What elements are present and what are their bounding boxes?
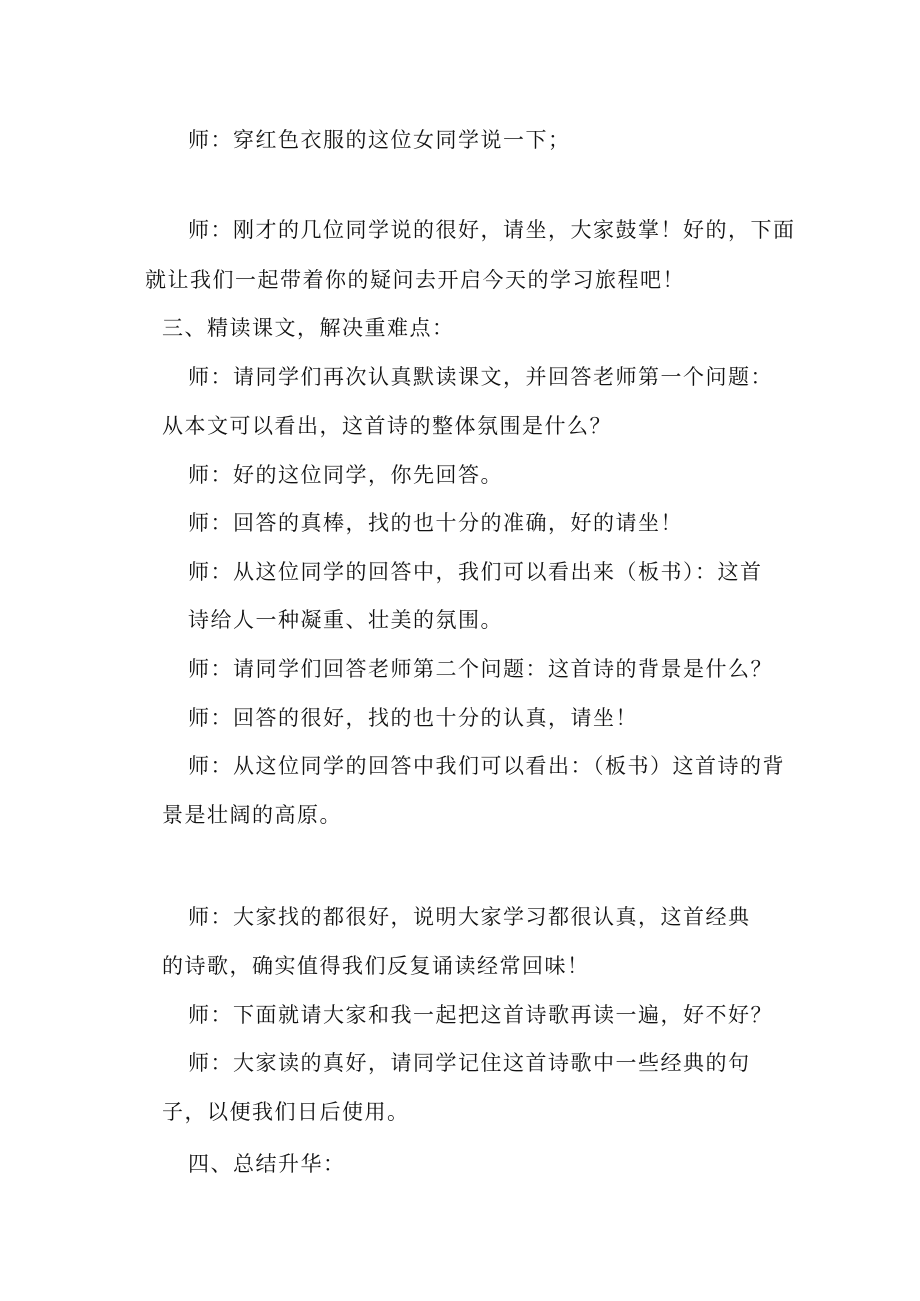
text-line: 师：从这位同学的回答中我们可以看出：（板书）这首诗的背 (188, 754, 785, 778)
text-line: 师：请同学们再次认真默读课文，并回答老师第一个问题： (188, 365, 773, 389)
section-heading: 三、精读课文，解决重难点： (162, 316, 455, 340)
text-line: 师：从这位同学的回答中，我们可以看出来（板书）：这首 (188, 560, 763, 584)
text-line: 师：好的这位同学，你先回答。 (188, 463, 503, 487)
section-heading: 四、总结升华： (188, 1152, 346, 1176)
text-line: 师：刚才的几位同学说的很好，请坐，大家鼓掌！好的，下面 (188, 218, 796, 242)
text-line: 诗给人一种凝重、壮美的氛围。 (188, 608, 503, 632)
text-line: 师：请同学们回答老师第二个问题：这首诗的背景是什么？ (188, 657, 773, 681)
text-line: 子，以便我们日后使用。 (162, 1100, 410, 1124)
text-line: 师：穿红色衣服的这位女同学说一下； (188, 128, 571, 152)
text-line: 从本文可以看出，这首诗的整体氛围是什么？ (162, 414, 612, 438)
text-line: 景是壮阔的高原。 (162, 803, 342, 827)
text-line: 师：回答的真棒，找的也十分的准确，好的请坐！ (188, 511, 683, 535)
text-line: 就让我们一起带着你的疑问去开启今天的学习旅程吧！ (145, 268, 685, 292)
text-line: 师：回答的很好，找的也十分的认真，请坐！ (188, 706, 638, 730)
text-line: 师：大家找的都很好，说明大家学习都很认真，这首经典 (188, 905, 751, 929)
text-line: 的诗歌，确实值得我们反复诵读经常回味！ (162, 954, 590, 978)
text-line: 师：大家读的真好，请同学记住这首诗歌中一些经典的句 (188, 1051, 751, 1075)
text-line: 师：下面就请大家和我一起把这首诗歌再读一遍，好不好？ (188, 1003, 773, 1027)
